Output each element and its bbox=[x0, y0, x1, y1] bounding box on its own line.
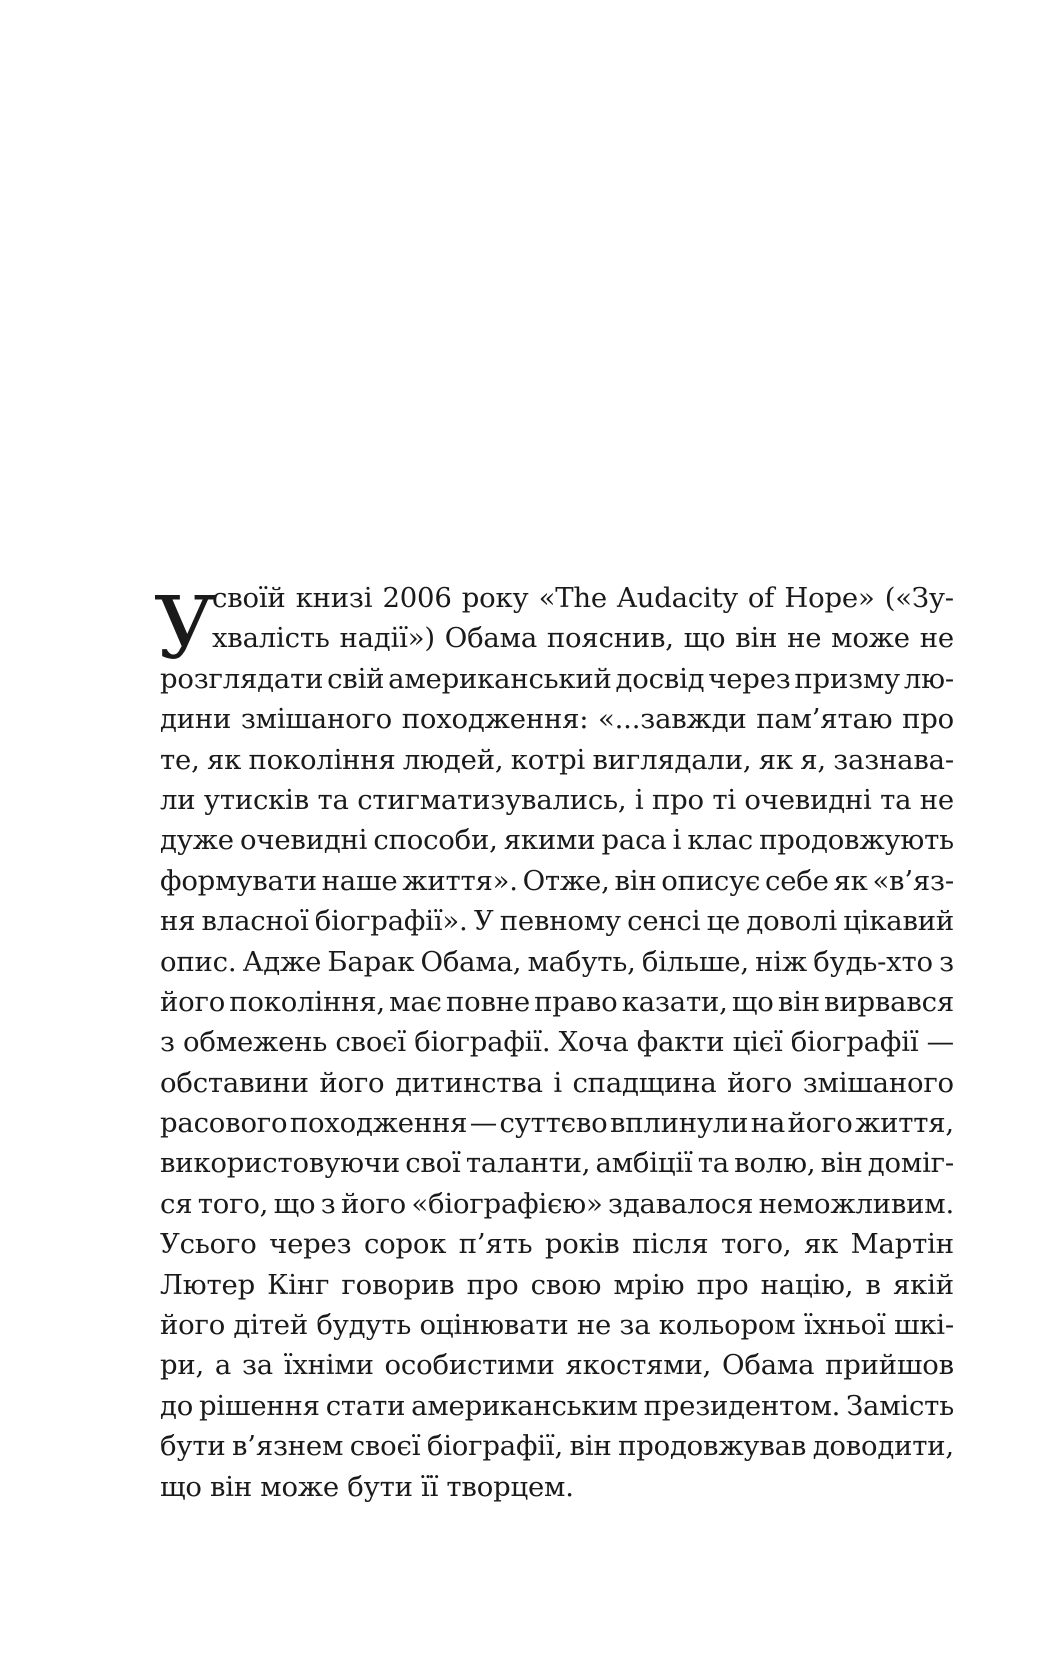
word: Лютер bbox=[160, 1268, 255, 1301]
word: на bbox=[750, 1107, 786, 1140]
word: змішаного bbox=[802, 1066, 954, 1099]
word: будь-хто bbox=[813, 945, 933, 978]
word: «The bbox=[538, 582, 607, 614]
word: Барак bbox=[327, 945, 415, 978]
word: особистими bbox=[384, 1349, 555, 1382]
word: він bbox=[820, 1147, 863, 1180]
word: мрію bbox=[613, 1268, 685, 1301]
word: Усього bbox=[160, 1228, 257, 1261]
word: років bbox=[544, 1228, 620, 1261]
word: очевидні bbox=[240, 824, 368, 857]
word: вирвався bbox=[824, 985, 954, 1018]
word: ли bbox=[160, 783, 196, 816]
word: — bbox=[469, 1107, 498, 1140]
word: свої bbox=[405, 1147, 461, 1180]
word: таланти, bbox=[465, 1147, 591, 1180]
word: мабуть, bbox=[527, 945, 636, 978]
text-line bbox=[160, 942, 954, 982]
word: of bbox=[747, 582, 775, 614]
text-line bbox=[160, 1022, 954, 1062]
word: продовжував bbox=[618, 1430, 807, 1463]
word: — bbox=[926, 1026, 954, 1059]
word: досвід bbox=[615, 662, 705, 695]
word: походження bbox=[289, 1107, 468, 1140]
word: життя, bbox=[855, 1107, 954, 1140]
word: доводити, bbox=[812, 1430, 954, 1463]
word: використовуючи bbox=[160, 1147, 400, 1180]
word: його bbox=[727, 1066, 793, 1099]
word: його bbox=[787, 1107, 853, 1140]
word: а bbox=[214, 1349, 232, 1382]
word: змішаного bbox=[240, 703, 393, 736]
word: казати, bbox=[621, 985, 728, 1018]
word: життя». bbox=[402, 864, 518, 897]
word: ри, bbox=[160, 1349, 205, 1382]
text-line bbox=[160, 1467, 954, 1507]
word: більше, bbox=[641, 945, 749, 978]
text-line bbox=[160, 820, 954, 860]
word: якими bbox=[503, 824, 596, 857]
word: Хоча bbox=[558, 1026, 629, 1059]
word: «в’яз- bbox=[872, 864, 954, 897]
word: стигматизувались, bbox=[357, 783, 627, 816]
word: п’ять bbox=[458, 1228, 533, 1261]
word: сенсі bbox=[627, 905, 701, 938]
word: («Зу- bbox=[884, 582, 954, 614]
word: дітей bbox=[233, 1309, 308, 1342]
word: він bbox=[614, 864, 657, 897]
word: через bbox=[269, 1228, 352, 1261]
word: його bbox=[160, 1309, 226, 1342]
word: якостями, bbox=[565, 1349, 712, 1382]
word: він bbox=[209, 1470, 252, 1503]
word: говорив bbox=[341, 1268, 455, 1301]
word: шкі- bbox=[893, 1309, 954, 1342]
text-line bbox=[160, 1063, 954, 1103]
word: цієї bbox=[732, 1026, 783, 1059]
word: з bbox=[160, 1026, 175, 1059]
word: це bbox=[706, 905, 741, 938]
word: Обама bbox=[722, 1349, 815, 1382]
word: оцінювати bbox=[419, 1309, 569, 1342]
word: про bbox=[902, 703, 954, 736]
text-line bbox=[160, 740, 954, 780]
word: доволі bbox=[746, 905, 837, 938]
word: його bbox=[319, 1066, 385, 1099]
word: опис. bbox=[160, 945, 237, 978]
word: доміг- bbox=[867, 1147, 954, 1180]
word: не bbox=[576, 1309, 612, 1342]
word: клас bbox=[687, 824, 753, 857]
word: розглядати bbox=[160, 662, 324, 695]
word: свою bbox=[530, 1268, 602, 1301]
word: не bbox=[919, 783, 954, 816]
word: що bbox=[731, 985, 774, 1018]
word: з bbox=[939, 945, 954, 978]
word: як bbox=[206, 743, 242, 776]
text-line bbox=[160, 982, 954, 1022]
drop-cap: У bbox=[154, 579, 216, 679]
word: Отже, bbox=[522, 864, 610, 897]
word: способи, bbox=[373, 824, 498, 857]
word: себе bbox=[765, 864, 829, 897]
word: описує bbox=[661, 864, 761, 897]
text-line bbox=[160, 1184, 954, 1224]
text-line bbox=[160, 1103, 954, 1143]
word: своєї bbox=[335, 1026, 406, 1059]
word: та bbox=[317, 783, 349, 816]
word: наше bbox=[321, 864, 398, 897]
word: може bbox=[260, 1470, 339, 1503]
word: «біографією» bbox=[411, 1187, 603, 1220]
word: що bbox=[160, 1470, 202, 1503]
word: свій bbox=[327, 662, 385, 695]
text-line bbox=[160, 1305, 954, 1345]
word: людей, bbox=[402, 743, 504, 776]
word: та bbox=[880, 783, 912, 816]
word: ніж bbox=[755, 945, 807, 978]
word: расового bbox=[160, 1107, 288, 1140]
word: і bbox=[672, 824, 682, 857]
word: лю- bbox=[903, 662, 954, 695]
word: продовжують bbox=[759, 824, 954, 857]
text-line bbox=[160, 1265, 954, 1305]
word: має bbox=[389, 985, 442, 1018]
word: спадщина bbox=[572, 1066, 717, 1099]
word: не bbox=[787, 622, 822, 655]
word: волю, bbox=[734, 1147, 816, 1180]
word: до bbox=[160, 1389, 194, 1422]
word: того, bbox=[197, 1187, 269, 1220]
word: року bbox=[461, 582, 529, 614]
word: «...завжди bbox=[598, 703, 747, 736]
word: не bbox=[919, 622, 954, 655]
word: неможливим. bbox=[758, 1187, 954, 1220]
word: кольором bbox=[658, 1309, 796, 1342]
text-line bbox=[160, 1143, 954, 1183]
text-line bbox=[160, 901, 954, 941]
word: біографії». bbox=[314, 905, 468, 938]
word: У bbox=[473, 905, 494, 938]
word: якій bbox=[893, 1268, 954, 1301]
word: з bbox=[320, 1187, 336, 1220]
word: бути bbox=[347, 1470, 413, 1503]
word: біографії bbox=[790, 1026, 919, 1059]
word: в’язнем bbox=[232, 1430, 344, 1463]
word: дини bbox=[160, 703, 232, 736]
word: американським bbox=[411, 1389, 638, 1422]
word: обмежень bbox=[183, 1026, 328, 1059]
word: право bbox=[534, 985, 618, 1018]
word: Hope» bbox=[784, 582, 875, 614]
word: його bbox=[160, 985, 226, 1018]
body-paragraph bbox=[154, 578, 954, 1507]
word: як bbox=[758, 743, 793, 776]
word: виглядали, bbox=[592, 743, 752, 776]
word: що bbox=[273, 1187, 316, 1220]
word: дитинства bbox=[394, 1066, 543, 1099]
word: рішення bbox=[198, 1389, 320, 1422]
word: він bbox=[777, 985, 820, 1018]
word: націю, bbox=[760, 1268, 854, 1301]
word: і bbox=[553, 1066, 562, 1099]
word: своїй bbox=[212, 582, 286, 614]
word: те, bbox=[160, 743, 200, 776]
word: може bbox=[831, 622, 910, 655]
text-line bbox=[160, 699, 954, 739]
word: котрі bbox=[510, 743, 586, 776]
word: за bbox=[619, 1309, 651, 1342]
word: через bbox=[708, 662, 791, 695]
word: їхніми bbox=[283, 1349, 374, 1382]
word: формувати bbox=[160, 864, 317, 897]
word: Audacity bbox=[617, 582, 738, 614]
word: очевидні bbox=[744, 783, 872, 816]
word: Адже bbox=[242, 945, 322, 978]
word: здавалося bbox=[608, 1187, 754, 1220]
word: сорок bbox=[363, 1228, 447, 1261]
word: прийшов bbox=[825, 1349, 954, 1382]
word: призму bbox=[794, 662, 901, 695]
word: про bbox=[651, 783, 704, 816]
word: хвалість bbox=[212, 622, 330, 655]
word: раса bbox=[601, 824, 667, 857]
word: творцем. bbox=[446, 1470, 574, 1503]
word: після bbox=[632, 1228, 709, 1261]
word: та bbox=[697, 1147, 729, 1180]
word: покоління, bbox=[229, 985, 385, 1018]
word: вплинули bbox=[609, 1107, 749, 1140]
word: обставини bbox=[160, 1066, 309, 1099]
word: стати bbox=[325, 1389, 406, 1422]
word: того, bbox=[720, 1228, 792, 1261]
word: покоління bbox=[248, 743, 396, 776]
word: бути bbox=[160, 1430, 226, 1463]
word: і bbox=[634, 783, 644, 816]
word: власної bbox=[201, 905, 309, 938]
word: Мартін bbox=[850, 1228, 954, 1261]
word: біографії, bbox=[426, 1430, 564, 1463]
word: Кінг bbox=[267, 1268, 330, 1301]
word: ня bbox=[160, 905, 196, 938]
word: Обама, bbox=[420, 945, 522, 978]
word: він bbox=[735, 622, 778, 655]
word: пояснив, bbox=[546, 622, 674, 655]
word: що bbox=[683, 622, 726, 655]
text-line bbox=[160, 618, 954, 658]
word: як bbox=[803, 1228, 839, 1261]
word: факти bbox=[636, 1026, 725, 1059]
word: він bbox=[569, 1430, 612, 1463]
text-line bbox=[160, 659, 954, 699]
word: його bbox=[340, 1187, 407, 1220]
word: книзі bbox=[295, 582, 373, 614]
word: її bbox=[420, 1470, 439, 1503]
word: за bbox=[241, 1349, 273, 1382]
word: зазнава- bbox=[833, 743, 954, 776]
text-line bbox=[160, 578, 954, 618]
word: ся bbox=[160, 1187, 193, 1220]
word: дуже bbox=[160, 824, 234, 857]
word: своєї bbox=[349, 1430, 421, 1463]
word: суттєво bbox=[499, 1107, 608, 1140]
word: походження: bbox=[401, 703, 589, 736]
word: в bbox=[865, 1268, 881, 1301]
word: про bbox=[466, 1268, 519, 1301]
text-line bbox=[160, 780, 954, 820]
word: про bbox=[696, 1268, 749, 1301]
word: як bbox=[833, 864, 868, 897]
word: я, bbox=[800, 743, 826, 776]
word: біографії. bbox=[414, 1026, 551, 1059]
word: повне bbox=[445, 985, 530, 1018]
text-line bbox=[160, 1386, 954, 1426]
word: президентом. bbox=[643, 1389, 841, 1422]
word: утисків bbox=[203, 783, 310, 816]
word: амбіції bbox=[595, 1147, 693, 1180]
word: певному bbox=[499, 905, 621, 938]
text-line bbox=[160, 1224, 954, 1264]
word: ті bbox=[712, 783, 736, 816]
text-line bbox=[160, 861, 954, 901]
word: будуть bbox=[316, 1309, 412, 1342]
word: надії») bbox=[339, 622, 435, 655]
word: їхньої bbox=[803, 1309, 886, 1342]
word: Обама bbox=[444, 622, 538, 655]
text-line bbox=[160, 1426, 954, 1466]
word: 2006 bbox=[382, 582, 452, 614]
word: Замість bbox=[846, 1389, 954, 1422]
word: пам’ятаю bbox=[756, 703, 893, 736]
word: американський bbox=[388, 662, 612, 695]
word: цікавий bbox=[843, 905, 954, 938]
text-line bbox=[160, 1345, 954, 1385]
